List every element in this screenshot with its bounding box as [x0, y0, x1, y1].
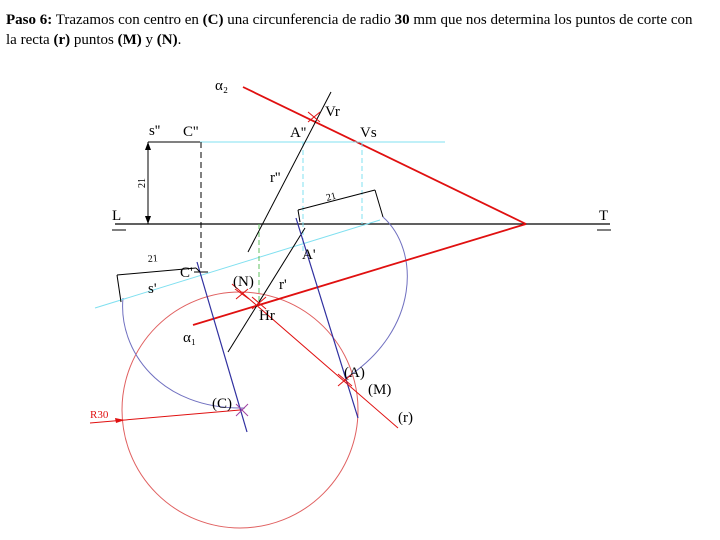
dim-arrow-top [145, 142, 151, 150]
label-dim-vertical: 21 [137, 178, 148, 188]
label-l: L [112, 208, 122, 224]
label-alpha1: α₁ [183, 330, 197, 346]
rotation-arc-right [346, 217, 407, 378]
label-a: (A) [344, 365, 365, 381]
label-s2: s'' [149, 123, 161, 139]
dim-right-ext1 [298, 210, 300, 222]
caption-center-label: (C) [202, 12, 224, 28]
s1-line [95, 220, 380, 308]
label-c2: C'' [183, 124, 199, 140]
label-a2: A'' [290, 125, 307, 141]
caption-point-m: (M) [117, 32, 142, 48]
label-n: (N) [233, 274, 254, 290]
dim-arrow-bottom [145, 216, 151, 224]
label-s1: s' [148, 281, 157, 297]
label-r1: r' [279, 277, 287, 293]
dim-left-ext1 [117, 275, 121, 302]
caption-text-4: puntos [70, 32, 118, 48]
caption-line-label: (r) [53, 32, 71, 48]
dim-right-ext2 [375, 190, 383, 217]
caption-text-5: y [141, 32, 157, 48]
caption-radius-value: 30 [394, 12, 410, 28]
caption-point-n: (N) [156, 32, 178, 48]
label-a1: A' [302, 247, 316, 263]
label-dim-right: 21 [324, 190, 338, 204]
trace-alpha2 [243, 87, 526, 224]
label-t: T [599, 208, 609, 224]
label-r2: r'' [270, 170, 281, 186]
label-m: (M) [368, 382, 392, 398]
r2-line [248, 92, 331, 252]
label-vs: Vs [360, 125, 377, 141]
caption-text-1: Trazamos con centro en [52, 12, 203, 28]
label-hr: Hr [259, 308, 275, 324]
label-alpha2: α₂ [215, 78, 229, 94]
label-vr: Vr [325, 104, 340, 120]
label-c: (C) [212, 396, 232, 412]
step-label: Paso 6: [6, 12, 53, 28]
caption-text-6: . [177, 32, 182, 48]
label-r: (r) [398, 410, 413, 426]
label-r30: R30 [90, 409, 109, 421]
r30-arrow [115, 418, 125, 423]
caption-text-3: mm que nos determina los puntos de corte con la recta [6, 12, 693, 48]
caption-text-2: una circunferencia de radio [223, 12, 395, 28]
label-dim-left: 21 [147, 253, 159, 265]
label-c1: C' [180, 265, 193, 281]
